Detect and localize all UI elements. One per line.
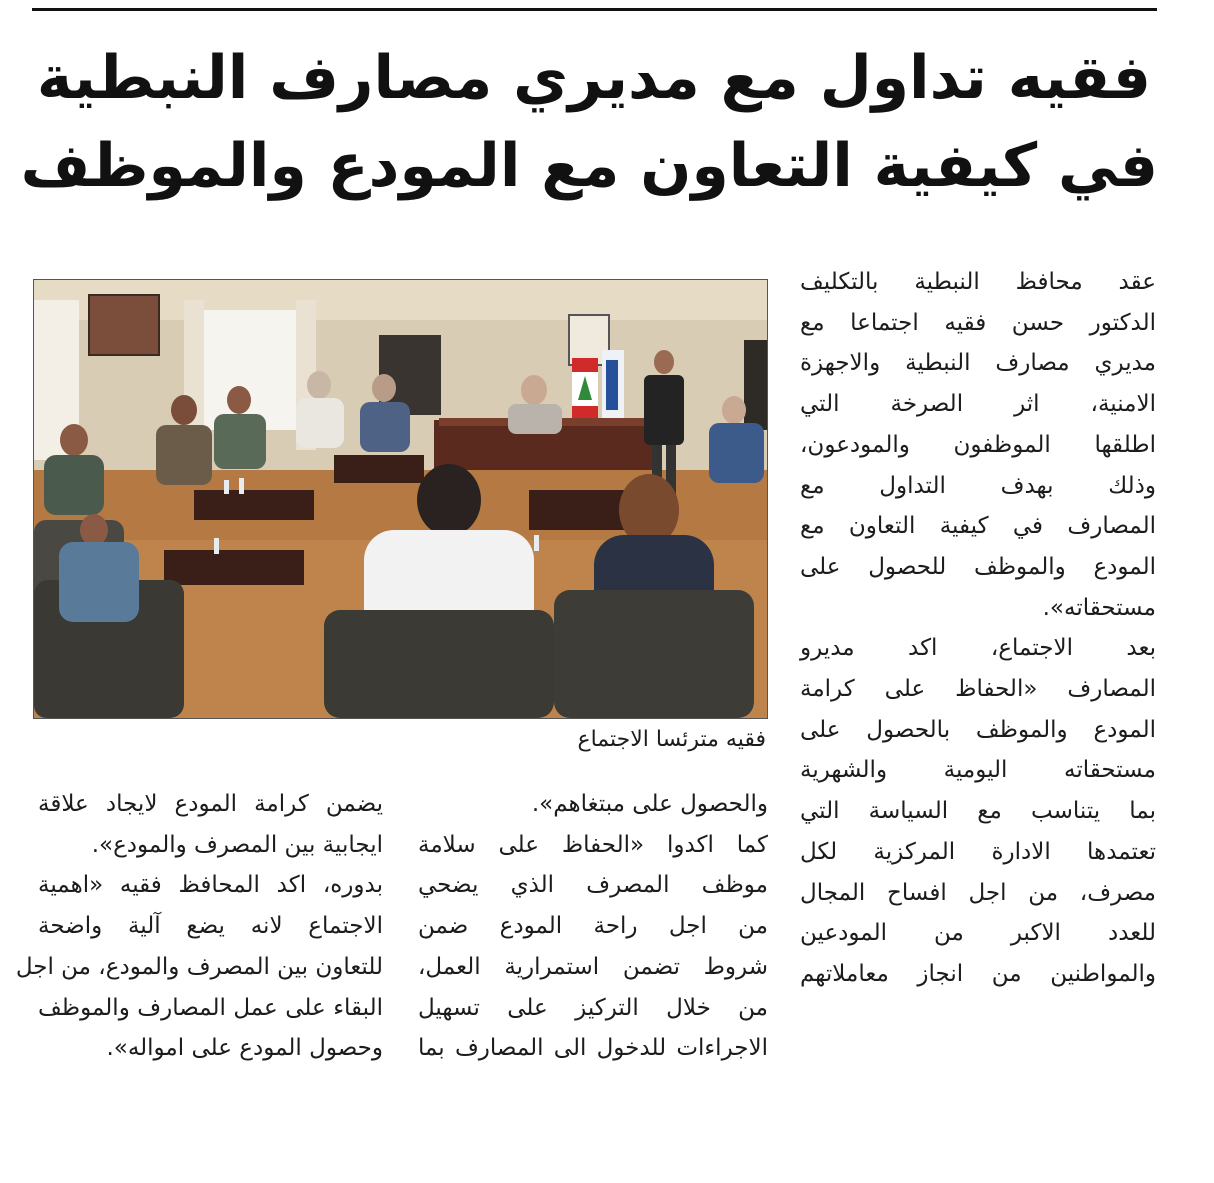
meeting-photo [33,279,768,719]
text-line: مديري مصارف النبطية والاجهزة [800,350,1156,377]
article-column-left [15,784,383,1069]
text-line: تعتمدها الادارة المركزية لكل [800,838,1156,865]
text-line: بدوره، اكد المحافظ فقيه «اهمية [38,872,383,899]
text-line: المصارف في كيفية التعاون مع [800,513,1156,540]
text-line: كما اكدوا «الحفاظ على سلامة [418,831,768,858]
text-line: المودع والموظف للحصول على [800,553,1156,580]
text-line: والمواطنين من انجاز معاملاتهم [800,960,1156,987]
text-line: من اجل راحة المودع ضمن [418,913,768,940]
text-line: مستحقاته». [1042,594,1156,621]
text-line: عقد محافظ النبطية بالتكليف [800,269,1156,295]
photo-caption: فقيه مترئسا الاجتماع [577,727,766,752]
text-line: الامنية، اثر الصرخة التي [800,391,1156,418]
text-line: وحصول المودع على امواله». [106,1035,383,1062]
text-line: المودع والموظف بالحصول على [800,716,1156,743]
text-line: موظف المصرف الذي يضحي [418,872,768,899]
text-line: مستحقاته اليومية والشهرية [800,757,1156,784]
text-line: الاجتماع لانه يضع آلية واضحة [38,913,383,940]
text-line: مصرف، من اجل افساح المجال [800,879,1156,906]
text-line: من خلال التركيز على تسهيل [418,994,768,1021]
text-line: بما يتناسب مع السياسة التي [800,798,1156,825]
text-line: للتعاون بين المصرف والمودع، من اجل [15,953,383,980]
headline-line-1: فقيه تداول مع مديري مصارف النبطية [36,43,1152,113]
text-line: للعدد الاكبر من المودعين [800,920,1156,947]
top-rule [32,8,1157,11]
text-line: الاجراءات للدخول الى المصارف بما [418,1035,768,1062]
text-line: يضمن كرامة المودع لايجاد علاقة [38,791,383,817]
text-line: ايجابية بين المصرف والمودع». [91,831,383,858]
text-line: البقاء على عمل المصارف والموظف [38,994,383,1021]
text-line: وذلك بهدف التداول مع [800,472,1156,499]
article-column-right [800,262,1156,995]
text-line: اطلقها الموظفون والمودعون، [800,431,1156,458]
article-column-middle [418,784,768,1069]
meeting-photo-illustration [34,280,767,718]
text-line: والحصول على مبتغاهم». [531,791,768,817]
headline-line-2: في كيفية التعاون مع المودع والموظف [20,131,1158,201]
text-line: الدكتور حسن فقيه اجتماعا مع [800,309,1156,336]
headline [20,34,1158,210]
text-line: شروط تضمن استمرارية العمل، [418,953,768,980]
text-line: بعد الاجتماع، اكد مديرو [800,635,1156,662]
text-line: المصارف «الحفاظ على كرامة [800,676,1156,703]
